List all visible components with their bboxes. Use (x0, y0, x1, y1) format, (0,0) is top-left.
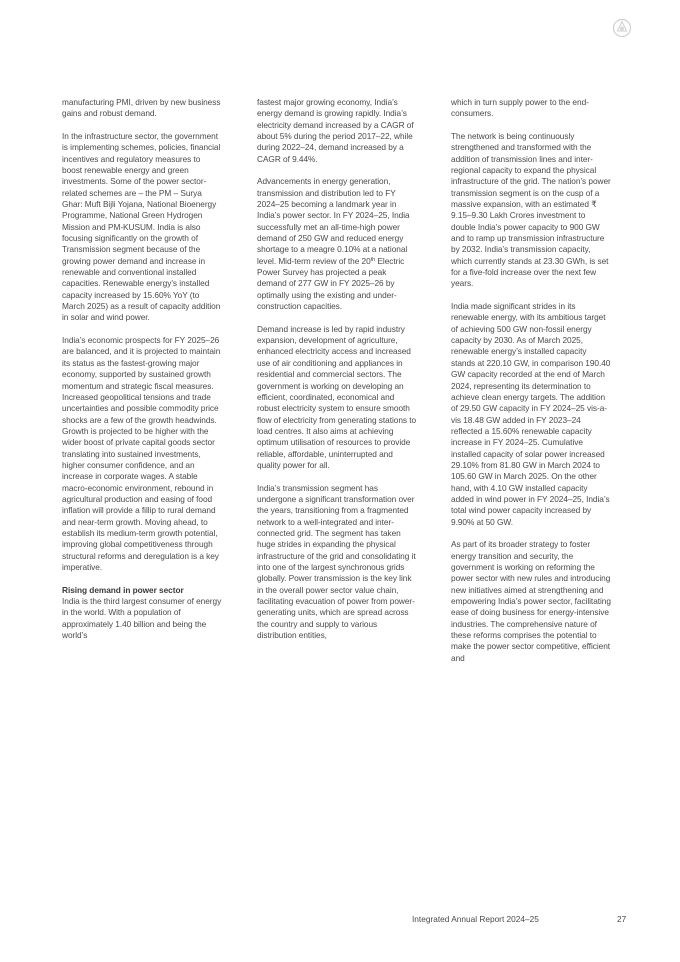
paragraph-text: Advancements in energy generation, transmission and distribution led to FY 2024–25 becoming a landmark year in India’s power sector. In FY 2024–25, India successfully met an all-time-high power demand of 250 GW and reduced energy shortage to a meagre 0.10% at a national level. Mid-term review of the 20 (257, 176, 410, 266)
section-heading: Rising demand in power sector (62, 584, 184, 595)
company-logo-icon (612, 18, 632, 38)
text-column-left (62, 97, 222, 653)
paragraph: fastest major growing economy, India’s energy demand is growing rapidly. India’s electricity demand increased by a CAGR of about 5% during the period 2017–22, while during 2022–24, demand increased by a CAGR of 9.44%. (257, 97, 414, 164)
paragraph: which in turn supply power to the end-consumers. (451, 97, 589, 119)
paragraph: manufacturing PMI, driven by new business gains and robust demand. (62, 97, 221, 119)
paragraph: As part of its broader strategy to foster energy transition and security, the government is working on reforming the power sector with new rules and introducing new initiatives aimed at strengthening and empowering India’s power sector, facilitating ease of doing business for energy-intensive industries. The comprehensive nature of these reforms comprises the potential to make the power sector competitive, efficient and (451, 539, 611, 663)
paragraph: India’s transmission segment has undergone a significant transformation over the years, transitioning from a fragmented network to a well-integrated and inter-connected grid. The segment has taken huge strides in expanding the physical infrastructure of the grid and consolidating it into one of the largest synchronous grids globally. Power transmission is the key link in the overall power sector value chain, facilitating evacuation of power from power-generating units, which are spread across the country and supply to various distribution entities, (257, 482, 416, 641)
paragraph: The network is being continuously strengthened and transformed with the addition of transmission lines and inter-regional capacity to expand the physical infrastructure of the grid. The nation’s power transmission segment is on the cusp of a massive expansion, with an estimated ₹ 9.15–9.30 Lakh Crores investment to double India’s power capacity to 900 GW and to ramp up transmission infrastructure by 2032. India’s transmission capacity, which currently stands at 23.30 GWh, is set for a five-fold increase over the next few years. (451, 130, 611, 289)
superscript: th (370, 256, 376, 263)
paragraph: India is the third largest consumer of energy in the world. With a population of approximately 1.40 billion and being the world’s (62, 595, 222, 641)
paragraph: Demand increase is led by rapid industry expansion, development of agriculture, enhanced electricity access and increased use of air conditioning and appliances in residential and commercial sectors. The government is working on developing an efficient, coordinated, economical and robust electricity system to ensure smooth flow of electricity from generating stations to load centres. It also aims at achieving optimum utilisation of resources to provide reliable, affordable, uninterrupted and quality power for all. (257, 323, 417, 470)
paragraph: India’s economic prospects for FY 2025–26 are balanced, and it is projected to maintain its status as the fastest-growing major economy, supported by sustained growth momentum and strategic fiscal measures. Increased geopolitical tensions and trade uncertainties and possible commodity price shocks are a few of the growth headwinds. Growth is projected to be higher with the wider boost of private capital goods sector translating into sustained investments, higher consumer confidence, and an increase in corporate wages. A stable macro-economic environment, rebound in agricultural production and easing of food inflation will provide a fillip to rural demand and near-term growth. Moving ahead, to establish its medium-term growth potential, improving global competitiveness through structural reforms and deregulation is a key imperative. (62, 335, 221, 572)
text-column-right (451, 97, 611, 675)
paragraph-text: Electric Power Survey has projected a peak demand of 277 GW in FY 2025–26 by optimally using the existing and under-construction capacities. (257, 255, 405, 312)
paragraph: In the infrastructure sector, the government is implementing schemes, policies, financial incentives and regulatory measures to boost renewable energy and green investments. Some of the power sector-related schemes are – the PM – Surya Ghar: Muft Bijli Yojana, National Bioenergy Programme, National Green Hydrogen Mission and PM-KUSUM. India is also focusing significantly on the growth of Transmission segment because of the growing power demand and increase in renewable and conventional installed capacities. Renewable energy’s installed capacity increased by 15.60% YoY (to March 2025) as a result of capacity addition in solar and wind power. (62, 130, 221, 323)
paragraph: India made significant strides in its renewable energy, with its ambitious target of achieving 500 GW non-fossil energy capacity by 2030. As of March 2025, renewable energy’s installed capacity stands at 220.10 GW, in comparison 190.40 GW capacity recorded at the end of March 2024, representing its determination to achieve clean energy targets. The addition of 29.50 GW capacity in FY 2024–25 vis-a-vis 18.48 GW added in FY 2023–24 reflected a 15.60% renewable capacity increase in FY 2024–25. Cumulative installed capacity of solar power increased 29.10% from 81.80 GW in March 2024 to 105.60 GW in March 2025. On the other hand, with 4.10 GW installed capacity added in wind power in FY 2024–25, India’s total wind power capacity increased by 9.90% at 50 GW. (451, 301, 611, 527)
page-number: 27 (617, 914, 627, 924)
text-column-middle (257, 97, 417, 653)
paragraph (257, 176, 417, 312)
footer-report-title: Integrated Annual Report 2024–25 (412, 914, 539, 924)
